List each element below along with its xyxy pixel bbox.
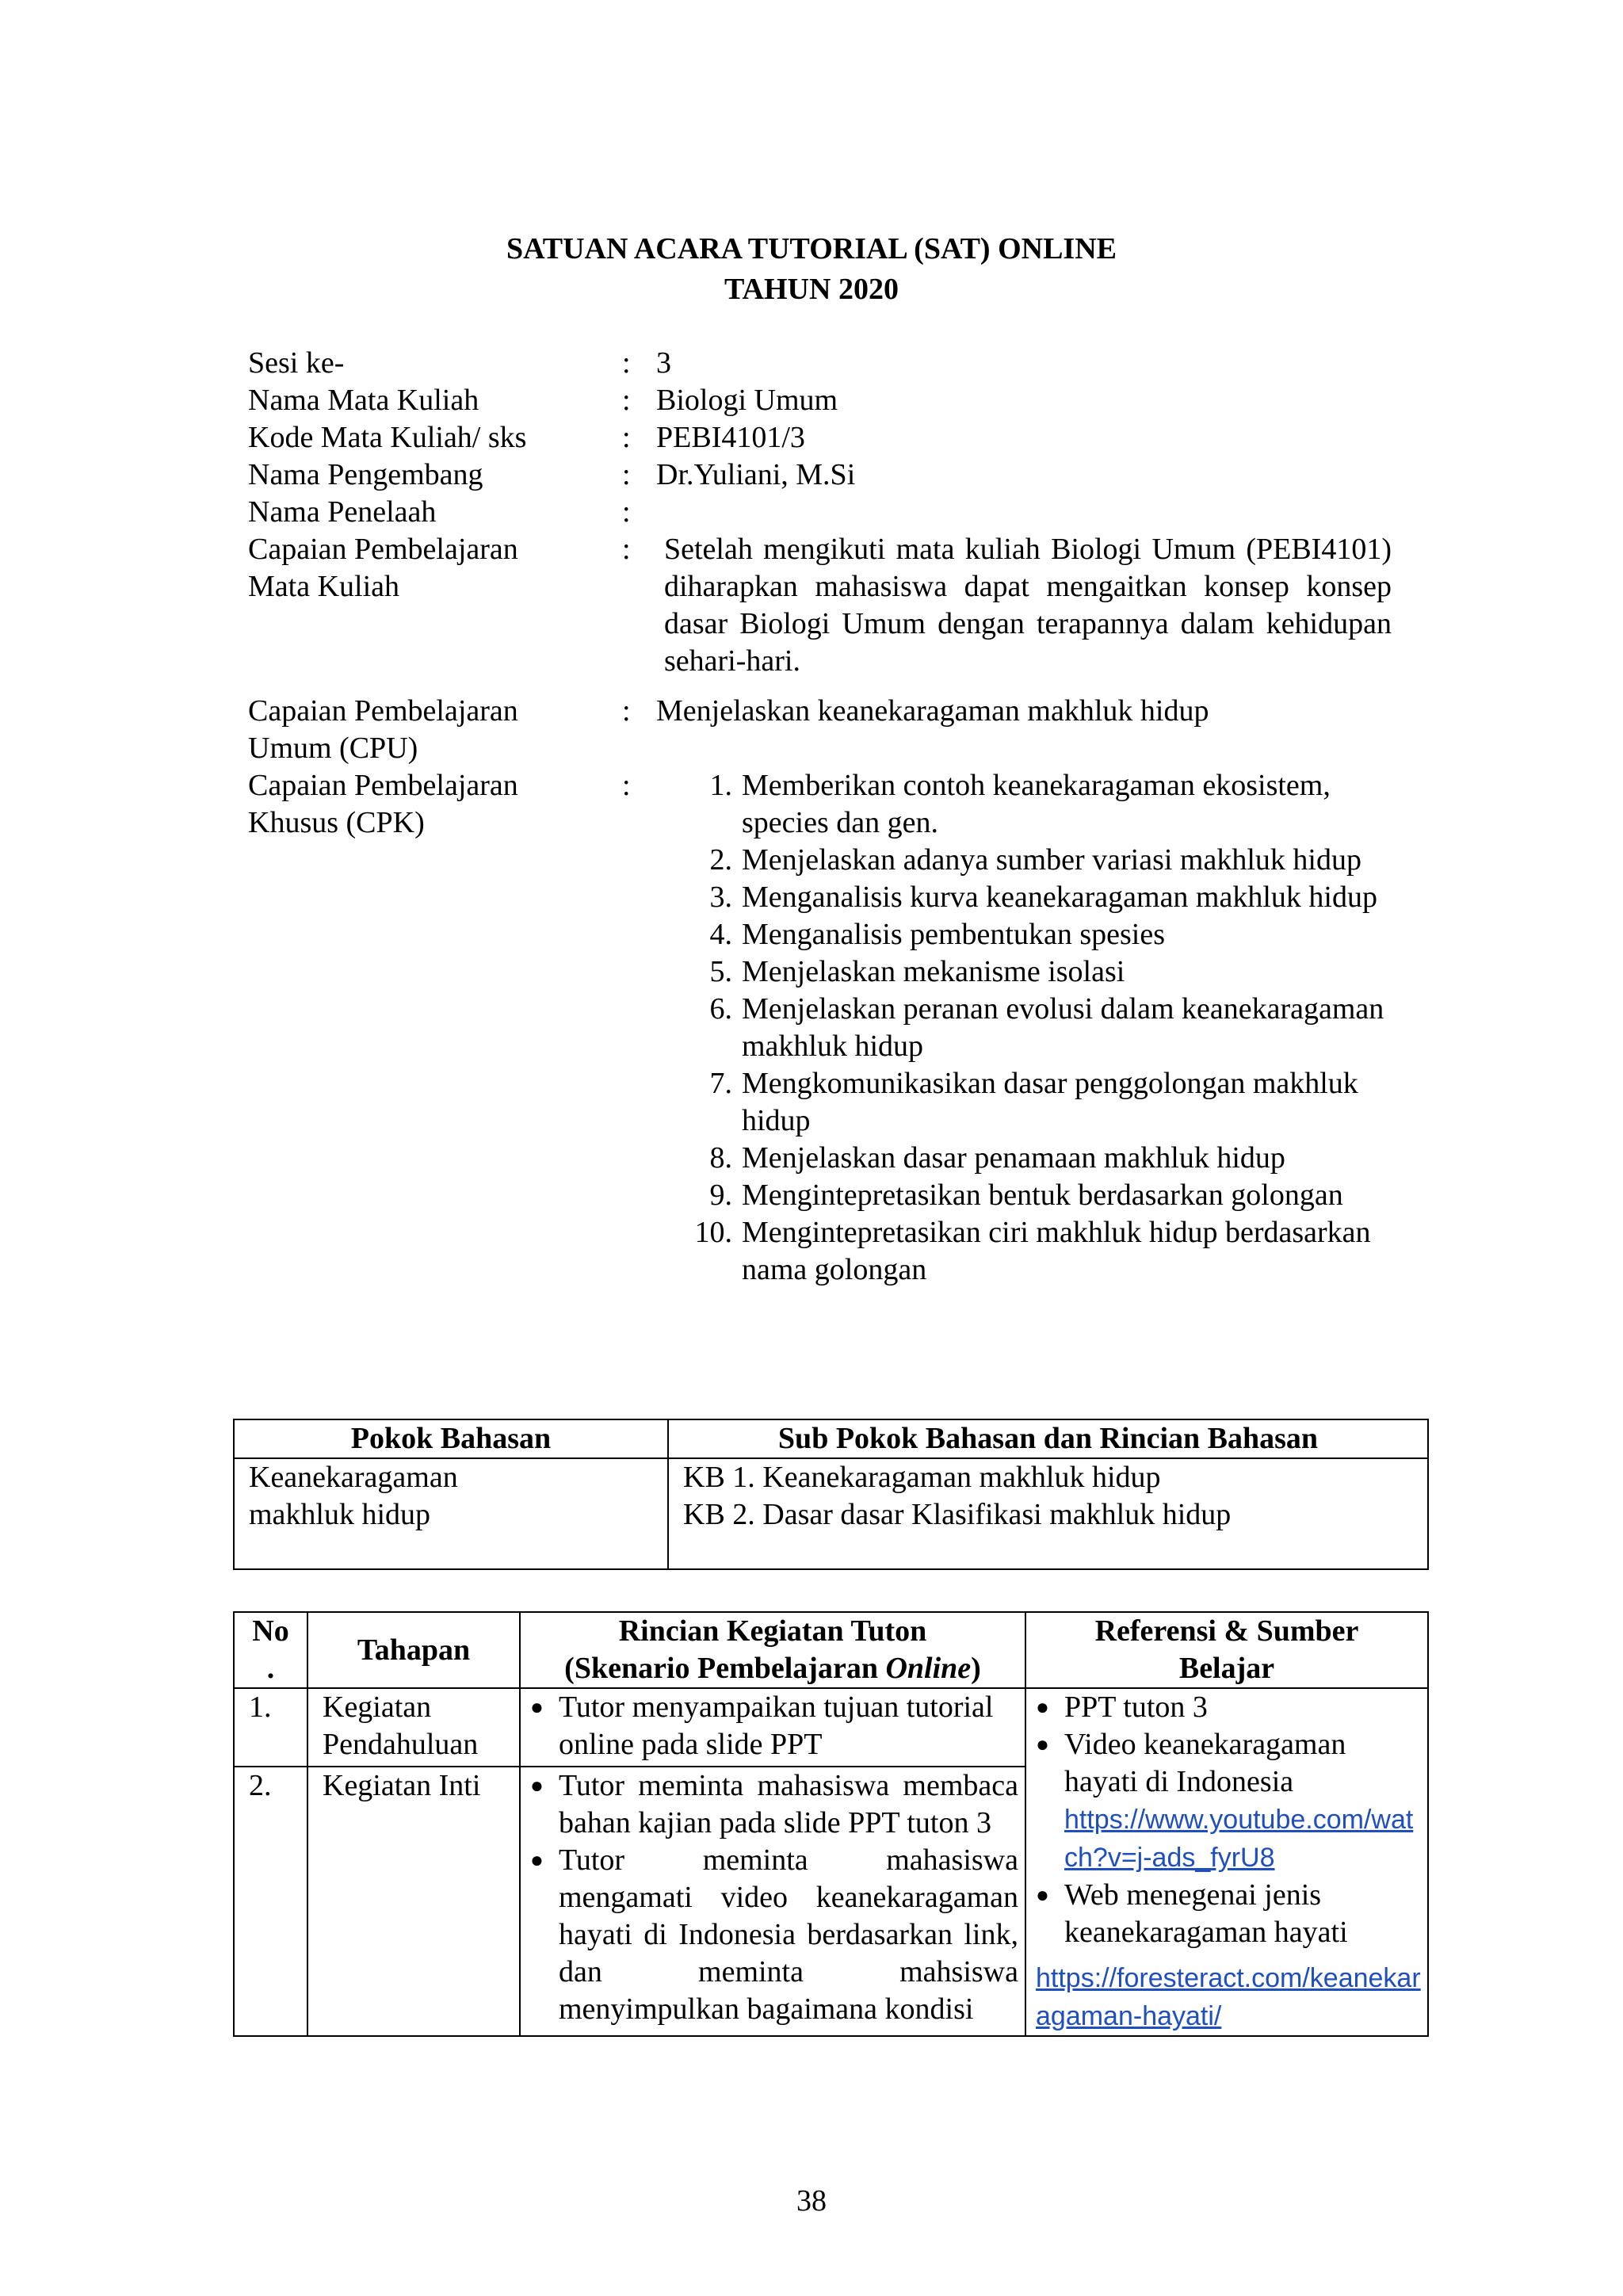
table-cell-sub-pokok [668, 1458, 1428, 1569]
list-item [530, 1767, 1018, 1842]
info-row-sesi [248, 345, 1405, 382]
cpk-list [656, 767, 1405, 1289]
cpk-list-container [656, 767, 1405, 1289]
pokok-bahasan-table [233, 1419, 1429, 1570]
info-row-kode [248, 419, 1405, 457]
page-number: 38 [796, 2184, 827, 2218]
list-number: 7. [709, 1067, 732, 1100]
info-label-line: Umum (CPU) [248, 732, 418, 765]
table-cell-pokok [234, 1458, 668, 1569]
kb-item: KB 1. Keanekaragaman makhluk hidup [683, 1461, 1161, 1494]
table-cell-no: 1. [234, 1688, 307, 1767]
info-label: Nama Mata Kuliah [248, 384, 479, 417]
table-row [234, 1688, 1428, 1767]
colon: : [622, 533, 631, 566]
info-row-penelaah [248, 494, 1405, 531]
table-cell-tahapan [307, 1688, 520, 1767]
list-item [1036, 1726, 1421, 1877]
list-text: Menjelaskan adanya sumber variasi makhluk hidup [742, 843, 1361, 877]
list-number: 4. [709, 918, 732, 951]
info-label: Sesi ke- [248, 346, 345, 380]
colon: : [622, 421, 631, 454]
list-item [656, 1140, 1405, 1177]
doc-title-line2: TAHUN 2020 [724, 273, 899, 306]
bullet-icon: ● [1036, 1695, 1049, 1720]
table-header-tahapan: Tahapan [307, 1612, 520, 1688]
kb-item: KB 2. Dasar dasar Klasifikasi makhluk hidup [683, 1498, 1232, 1531]
table-header-rincian [520, 1612, 1025, 1688]
list-text: Menjelaskan peranan evolusi dalam keanekaragaman makhluk hidup [742, 992, 1384, 1063]
doc-title-line1: SATUAN ACARA TUTORIAL (SAT) ONLINE [506, 232, 1117, 266]
list-item [656, 991, 1405, 1065]
list-text: Memberikan contoh keanekaragaman ekosistem, species dan gen. [742, 769, 1331, 839]
list-item [656, 1177, 1405, 1214]
info-row-cpmk [248, 531, 1405, 680]
info-value: Menjelaskan keanekaragaman makhluk hidup [656, 694, 1209, 728]
colon: : [622, 495, 631, 529]
list-text: Tutor meminta mahasiswa mengamati video keanekaragaman hayati di Indonesia berdasarkan link, dan meminta mahsiswa menyimpulkan bagaimana kondisi [559, 1843, 1018, 2026]
info-label-line: Khusus (CPK) [248, 806, 425, 839]
table-header-row [234, 1612, 1428, 1688]
info-value: Biologi Umum [656, 384, 838, 417]
list-text: Tutor meminta mahasiswa membaca bahan kajian pada slide PPT tuton 3 [559, 1768, 1018, 1839]
list-text: Web menegenai jenis keanekaragaman hayati [1064, 1878, 1348, 1949]
table-header-sub-pokok: Sub Pokok Bahasan dan Rincian Bahasan [668, 1419, 1428, 1458]
info-row-cpu [248, 693, 1405, 767]
list-item [656, 879, 1405, 916]
info-label-line: Capaian Pembelajaran [248, 769, 518, 802]
header-line: No [252, 1614, 289, 1648]
list-text: Menganalisis kurva keanekaragaman makhluk hidup [742, 881, 1377, 914]
cell-line: Kegiatan [323, 1690, 432, 1724]
list-number: 8. [709, 1141, 732, 1175]
info-block [248, 345, 1405, 1289]
info-label: Nama Pengembang [248, 458, 483, 491]
bullet-list [530, 1689, 1018, 1763]
header-line [527, 1650, 1018, 1687]
bullet-icon: ● [1036, 1733, 1049, 1757]
list-text: Tutor menyampaikan tujuan tutorial online pada slide PPT [559, 1690, 994, 1761]
list-text: Mengintepretasikan bentuk berdasarkan golongan [742, 1179, 1343, 1212]
info-value: Setelah mengikuti mata kuliah Biologi Umum (PEBI4101) diharapkan mahasiswa dapat mengaitkan konsep konsep dasar Biologi Umum dengan terapannya dalam kehidupan sehari-hari. [664, 533, 1392, 678]
colon: : [622, 346, 631, 380]
list-item [656, 1065, 1405, 1140]
list-number: 5. [709, 955, 732, 988]
foresteract-link[interactable]: https://foresteract.com/keanekaragaman-hayati/ [1036, 1963, 1421, 2031]
table-cell-tahapan: Kegiatan Inti [307, 1767, 520, 2036]
list-number: 6. [709, 992, 732, 1026]
header-line: Referensi & Sumber [1094, 1614, 1359, 1648]
bullet-icon: ● [530, 1773, 544, 1798]
info-label: Kode Mata Kuliah/ sks [248, 421, 527, 454]
info-value: 3 [656, 346, 671, 380]
list-text: PPT tuton 3 [1064, 1690, 1208, 1724]
header-text-italic: Online [885, 1652, 972, 1685]
table-cell-rincian [520, 1767, 1025, 2036]
header-text: (Skenario Pembelajaran [564, 1652, 886, 1685]
table-row [234, 1458, 1428, 1569]
reference-text: Video keanekaragaman hayati di Indonesia [1064, 1728, 1346, 1798]
table-cell-no: 2. [234, 1767, 307, 2036]
list-item [1036, 1877, 1421, 1951]
table-header-referensi [1025, 1612, 1428, 1688]
header-text: ) [971, 1652, 981, 1685]
info-label: Nama Penelaah [248, 495, 437, 529]
list-number: 2. [709, 843, 732, 877]
list-number: 10. [694, 1216, 732, 1249]
list-item [656, 767, 1405, 842]
colon: : [622, 694, 631, 728]
cell-line: Keanekaragaman [249, 1461, 458, 1494]
list-text: Menjelaskan dasar penamaan makhluk hidup [742, 1141, 1285, 1175]
info-value: Dr.Yuliani, M.Si [656, 458, 856, 491]
colon: : [622, 458, 631, 491]
kegiatan-table [233, 1611, 1429, 2037]
bullet-icon: ● [530, 1695, 544, 1720]
info-label [248, 693, 622, 767]
info-label [248, 531, 622, 606]
table-cell-referensi [1025, 1688, 1428, 2036]
link-container [1036, 1959, 1421, 2035]
list-item [656, 916, 1405, 953]
info-label-line: Capaian Pembelajaran [248, 694, 518, 728]
table-header-no [234, 1612, 307, 1688]
colon: : [622, 384, 631, 417]
list-text: Menjelaskan mekanisme isolasi [742, 955, 1125, 988]
reference-list [1036, 1689, 1421, 1951]
list-item [656, 842, 1405, 879]
cell-line: makhluk hidup [249, 1498, 431, 1531]
table-header-row [234, 1419, 1428, 1458]
header-line: Belajar [1178, 1652, 1275, 1685]
youtube-link[interactable]: https://www.youtube.com/watch?v=j-ads_fyrU8 [1064, 1805, 1414, 1873]
table-header-pokok: Pokok Bahasan [234, 1419, 668, 1458]
list-number: 1. [709, 769, 732, 802]
info-value: PEBI4101/3 [656, 421, 805, 454]
header-line: Rincian Kegiatan Tuton [618, 1614, 927, 1648]
info-row-cpk [248, 767, 1405, 1289]
list-text: Mengintepretasikan ciri makhluk hidup berdasarkan nama golongan [742, 1216, 1371, 1286]
list-item [1036, 1689, 1421, 1726]
list-item [530, 1842, 1018, 2028]
list-number: 9. [709, 1179, 732, 1212]
info-label [248, 767, 622, 842]
colon: : [622, 769, 631, 802]
info-label-line: Mata Kuliah [248, 570, 400, 603]
cell-line: Pendahuluan [323, 1728, 479, 1761]
list-item [656, 1214, 1405, 1289]
bullet-icon: ● [530, 1847, 544, 1873]
bullet-icon: ● [1036, 1883, 1049, 1908]
list-text: Mengkomunikasikan dasar penggolongan makhluk hidup [742, 1067, 1358, 1137]
info-row-mata-kuliah [248, 382, 1405, 419]
list-text [1064, 1726, 1421, 1877]
list-text: Menganalisis pembentukan spesies [742, 918, 1166, 951]
list-number: 3. [709, 881, 732, 914]
header-line: . [266, 1652, 275, 1685]
bullet-list [530, 1767, 1018, 2028]
info-label-line: Capaian Pembelajaran [248, 533, 518, 566]
list-item [656, 953, 1405, 991]
table-cell-rincian [520, 1688, 1025, 1767]
list-item [530, 1689, 1018, 1763]
info-row-pengembang [248, 457, 1405, 494]
